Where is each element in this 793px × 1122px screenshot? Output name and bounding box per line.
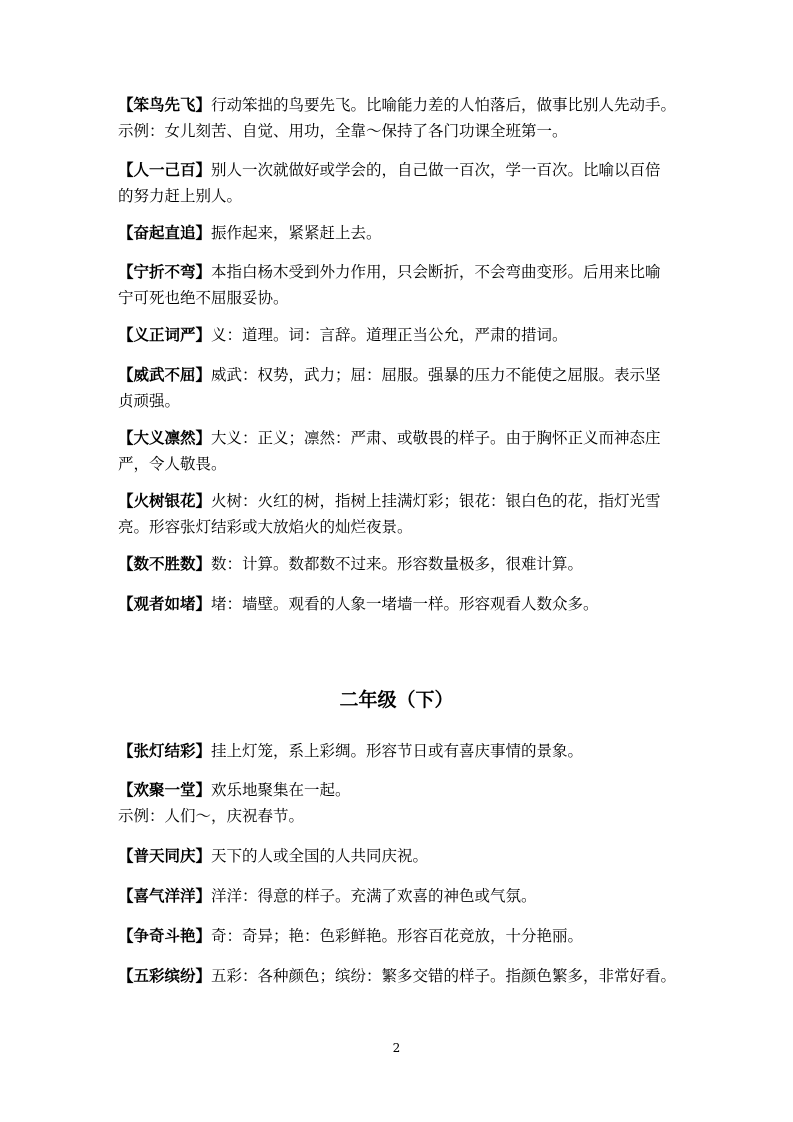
idiom-entry [118, 843, 684, 869]
idiom-definition: 大义：正义；凛然：严肃、或敬畏的样子。由于胸怀正义而神态庄 [211, 429, 661, 447]
idiom-entry [118, 488, 684, 540]
idiom-term: 【喜气洋洋】 [118, 887, 212, 905]
idiom-definition: 行动笨拙的鸟要先飞。比喻能力差的人怕落后，做事比别人先动手。 [211, 96, 677, 114]
idiom-term: 【欢聚一堂】 [118, 781, 212, 799]
idiom-definition-continued: 贞顽强。 [118, 392, 181, 410]
idiom-entry [118, 259, 684, 311]
idiom-term: 【威武不屈】 [118, 366, 212, 384]
idiom-definition-continued: 严，令人敬畏。 [118, 455, 227, 473]
idiom-entry [118, 591, 684, 617]
idiom-definition: 挂上灯笼，系上彩绸。形容节日或有喜庆事情的景象。 [211, 742, 584, 760]
idiom-term: 【人一己百】 [118, 161, 212, 179]
idiom-term: 【普天同庆】 [118, 847, 212, 865]
idiom-definition: 别人一次就做好或学会的，自己做一百次，学一百次。比喻以百倍 [211, 161, 661, 179]
idiom-definition-continued: 示例：女儿刻苦、自觉、用功，全靠～保持了各门功课全班第一。 [118, 122, 568, 140]
idiom-entry [118, 883, 684, 909]
idiom-term: 【奋起直追】 [118, 224, 212, 242]
idiom-definition: 堵：墙壁。观看的人象一堵墙一样。形容观看人数众多。 [211, 595, 599, 613]
idiom-definition-continued: 亮。形容张灯结彩或大放焰火的灿烂夜景。 [118, 518, 413, 536]
idiom-entry [118, 362, 684, 414]
idiom-definition: 洋洋：得意的样子。充满了欢喜的神色或气氛。 [211, 887, 537, 905]
idiom-entry [118, 157, 684, 209]
idiom-definition: 天下的人或全国的人共同庆祝。 [211, 847, 429, 865]
idiom-term: 【张灯结彩】 [118, 742, 212, 760]
idiom-entry [118, 963, 684, 989]
idiom-entry [118, 777, 684, 829]
idiom-entry [118, 92, 684, 144]
idiom-term: 【宁折不弯】 [118, 263, 212, 281]
idiom-definition: 义：道理。词：言辞。道理正当公允，严肃的措词。 [211, 326, 568, 344]
idiom-definition: 数：计算。数都数不过来。形容数量极多，很难计算。 [211, 555, 584, 573]
idiom-definition: 本指白杨木受到外力作用，只会断折，不会弯曲变形。后用来比喻 [211, 263, 661, 281]
idiom-term: 【观者如堵】 [118, 595, 212, 613]
idiom-definition: 振作起来，紧紧赶上去。 [211, 224, 382, 242]
idiom-definition-continued: 宁可死也绝不屈服妥协。 [118, 289, 289, 307]
idiom-term: 【大义凛然】 [118, 429, 212, 447]
section-title: 二年级（下） [339, 689, 454, 711]
idiom-term: 【火树银花】 [118, 492, 212, 510]
idiom-definition-continued: 示例：人们～，庆祝春节。 [118, 807, 305, 825]
idiom-definition: 火树：火红的树，指树上挂满灯彩；银花：银白色的花，指灯光雪 [211, 492, 661, 510]
idiom-term: 【义正词严】 [118, 326, 212, 344]
idiom-entry [118, 923, 684, 949]
idiom-definition: 威武：权势，武力；屈：屈服。强暴的压力不能使之屈服。表示坚 [211, 366, 661, 384]
idiom-definition: 欢乐地聚集在一起。 [211, 781, 351, 799]
idiom-term: 【数不胜数】 [118, 555, 212, 573]
idiom-definition: 奇：奇异；艳：色彩鲜艳。形容百花竞放，十分艳丽。 [211, 927, 584, 945]
idiom-definition: 五彩：各种颜色；缤纷：繁多交错的样子。指颜色繁多，非常好看。 [211, 967, 677, 985]
idiom-entry [118, 738, 684, 764]
idiom-entry [118, 425, 684, 477]
idiom-entry [118, 322, 684, 348]
idiom-entry [118, 220, 684, 246]
idiom-definition-continued: 的努力赶上别人。 [118, 187, 243, 205]
idiom-term: 【争奇斗艳】 [118, 927, 212, 945]
idiom-term: 【笨鸟先飞】 [118, 96, 212, 114]
idiom-entry [118, 551, 684, 577]
page-number: 2 [392, 1041, 401, 1055]
idiom-term: 【五彩缤纷】 [118, 967, 212, 985]
